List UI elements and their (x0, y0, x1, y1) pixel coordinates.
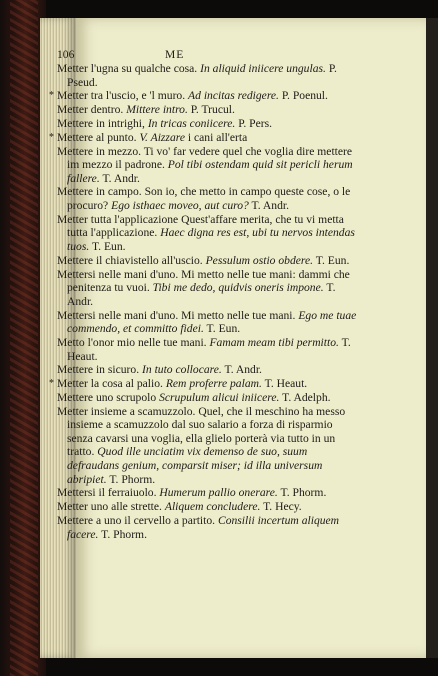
entry-italian-text: Mettersi il ferraiuolo. (57, 486, 157, 500)
page-number: 106 (57, 48, 75, 61)
entry-latin-text: Quod ille unciatim vix demenso de suo, suum defraudans genium, comparsit miser; id illa universum abripiet. (67, 445, 323, 486)
page-text (49, 48, 357, 541)
entry-italian-text: Metter tutta l'applicazione Quest'affare merita, che tu vi metta tutta l'applicazione. (57, 212, 344, 240)
entry-latin-text: Haec digna res est, ubi tu nervos intendas tuos. (67, 226, 355, 254)
entry-italian-text: Metter tra l'uscio, e 'l muro. (57, 89, 186, 103)
entry-source: T. Phorm. (280, 486, 327, 500)
entry-source: T. Andr. (67, 281, 336, 308)
dictionary-entry (57, 363, 357, 377)
dictionary-entry (49, 377, 357, 391)
entry-italian-text: Metter la cosa al palio. (57, 377, 163, 391)
entry-source: T. Phorm. (101, 527, 147, 541)
entry-latin-text: Scrupulum alicui iniicere. (159, 390, 280, 404)
entry-source: P. Trucul. (190, 103, 235, 117)
dictionary-entry (57, 336, 357, 363)
entry-source: T. Adelph. (282, 390, 331, 404)
entry-latin-text: Mittere intro. (126, 103, 188, 117)
entry-italian-text: Metter uno alle strette. (57, 500, 162, 514)
entry-italian-text: Metter dentro. (57, 103, 124, 117)
entry-latin-text: In tuto collocare. (142, 363, 222, 377)
entry-latin-text: In tricas coniicere. (147, 116, 236, 130)
dictionary-entry (57, 103, 357, 117)
entry-source: P. Poenul. (281, 89, 328, 103)
entry-latin-text: Ad incitas redigere. (188, 89, 279, 103)
dictionary-entry (57, 145, 357, 186)
entry-italian-text: Mettere a uno il cervello a partito. (57, 513, 216, 527)
entry-source: i cani all'erta (187, 130, 248, 144)
entry-latin-text: In aliquid iniicere ungulas. (200, 62, 326, 75)
entry-italian-text: Mettersi nelle mani d'uno. Mi metto nelle tue mani. (57, 308, 296, 322)
entry-source: T. Heaut. (67, 335, 351, 363)
dictionary-entry (57, 405, 357, 487)
entry-latin-text: Pol tibi ostendam quid sit pericli herum fallere. (67, 158, 353, 185)
entry-italian-text: Mettere in intrighi, (57, 116, 145, 130)
entry-source: T. Andr. (224, 363, 262, 377)
dictionary-entry (57, 62, 357, 89)
dictionary-entry (57, 254, 357, 268)
entry-italian-text: Mettere il chiavistello all'uscio. (57, 253, 203, 267)
dictionary-entry (57, 500, 357, 514)
entry-source: P. Pseud. (67, 62, 337, 89)
dictionary-entry (57, 185, 357, 212)
right-background (426, 18, 438, 658)
entry-source: T. Phorm. (109, 472, 156, 486)
entry-italian-text: Mettersi nelle mani d'uno. Mi metto nelle tue mani: dammi che penitenza tu vuoi. (57, 267, 350, 295)
entry-marker: * (49, 90, 54, 102)
entry-italian-text: Metter insieme a scamuzzolo. Quel, che il meschino ha messo insieme a scamuzzolo dal suo salario a forza di risparmio senza cavarsi una voglia, ella glielo porterà via tutto in un tratto. (57, 404, 346, 459)
entry-marker: * (49, 378, 54, 390)
entry-latin-text: Aliquem concludere. (164, 500, 261, 514)
entry-latin-text: Famam meam tibi permitto. (209, 335, 339, 349)
entry-latin-text: Ego me tuae commendo, et committo fidei. (67, 308, 357, 336)
entry-source: P. Pers. (238, 116, 273, 130)
entry-source: T. Hecy. (263, 500, 302, 514)
entry-italian-text: Mettere uno scrupolo (57, 390, 157, 404)
entry-latin-text: Humerum pallio onerare. (159, 486, 278, 500)
entry-italian-text: Mettere in campo. Son io, che metto in campo queste cose, o le procuro? (57, 185, 351, 213)
entry-source: T. Heaut. (264, 377, 308, 391)
entry-italian-text: Metto l'onor mio nelle tue mani. (57, 335, 207, 349)
entry-italian-text: Mettere al punto. (57, 130, 137, 144)
dictionary-entry (57, 486, 357, 500)
dictionary-entry (57, 309, 357, 336)
dictionary-entry (57, 268, 357, 309)
entry-latin-text: Ego isthaec moveo, aut curo? (111, 199, 249, 213)
dictionary-entry (57, 117, 357, 131)
dictionary-entries (49, 62, 357, 541)
dictionary-entry (57, 391, 357, 405)
entry-source: T. Eun. (206, 322, 241, 336)
entry-latin-text: Consilii incertum aliquem facere. (67, 513, 340, 541)
entry-source: T. Andr. (251, 199, 289, 213)
entry-italian-text: Mettere in mezzo. Ti vo' far vedere quel che voglia dire mettere im mezzo il padrone. (57, 144, 353, 172)
entry-latin-text: Pessulum ostio obdere. (205, 253, 314, 267)
running-head: ME (165, 48, 185, 61)
page-header (57, 48, 357, 62)
entry-italian-text: Metter l'ugna su qualche cosa. (57, 62, 198, 75)
dictionary-entry (57, 514, 357, 541)
entry-latin-text: Rem proferre palam. (165, 377, 262, 391)
dictionary-entry (49, 130, 357, 145)
entry-source: T. Eun. (315, 253, 350, 267)
entry-latin-text: Tibi me dedo, quidvis oneris impone. (152, 281, 324, 295)
entry-latin-text: V. Aizzare (139, 130, 185, 144)
entry-source: T. Eun. (91, 240, 126, 254)
dictionary-entry (49, 89, 357, 103)
dictionary-entry (57, 213, 357, 254)
entry-source: T. Andr. (102, 171, 140, 185)
entry-italian-text: Mettere in sicuro. (57, 363, 140, 377)
entry-marker: * (49, 131, 54, 143)
